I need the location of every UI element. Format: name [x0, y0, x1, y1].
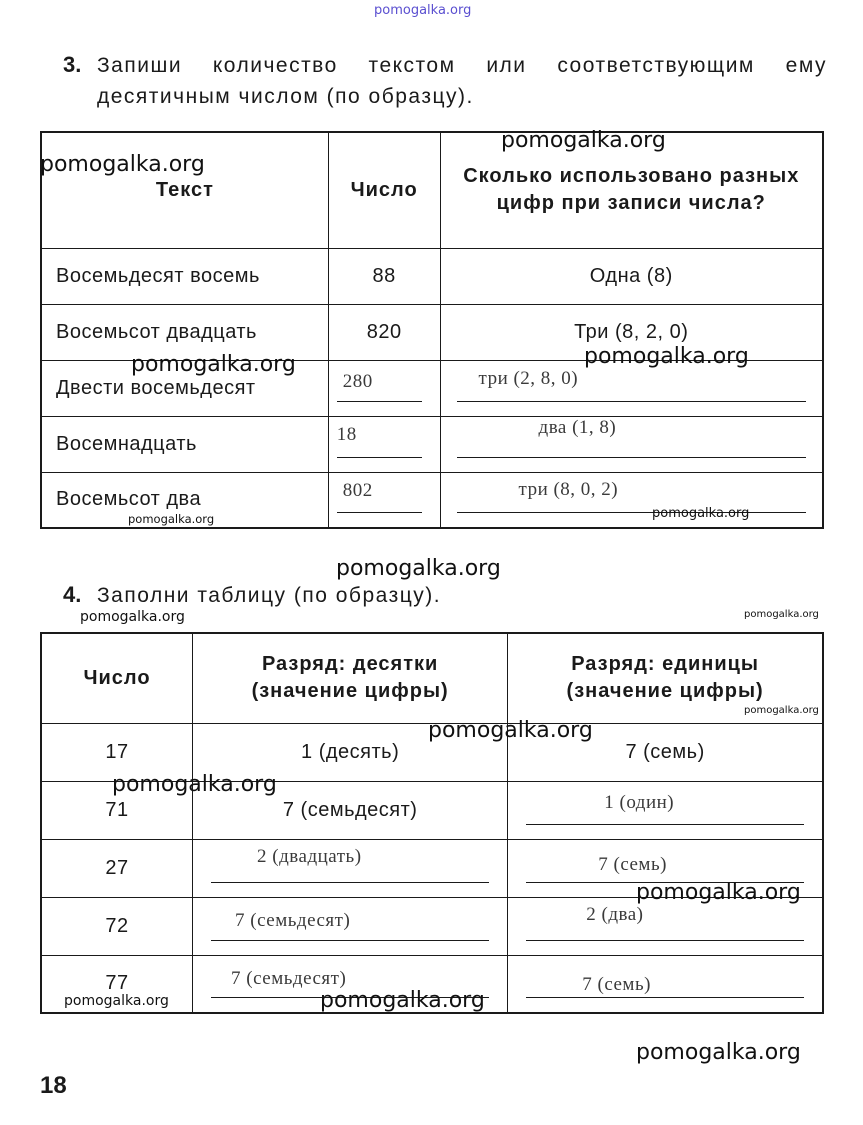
row-number-answer	[328, 360, 440, 416]
row-text: Восемьдесят восемь	[41, 248, 328, 304]
table-row	[41, 248, 823, 304]
watermark: pomogalka.org	[652, 506, 750, 521]
handwritten-units: 7 (семь)	[582, 973, 651, 995]
task4-header-units: Разряд: единицы (значение цифры)	[508, 633, 823, 723]
answer-line	[211, 882, 489, 883]
row-tens: 7 (семьдесят)	[193, 781, 508, 839]
watermark: pomogalka.org	[128, 512, 215, 526]
table-row	[41, 416, 823, 472]
row-number: 17	[41, 723, 193, 781]
task3-header-number: Число	[328, 132, 440, 248]
answer-line	[526, 824, 804, 825]
watermark: pomogalka.org	[40, 152, 205, 177]
page-number: 18	[40, 1072, 67, 1099]
handwritten-units: 2 (два)	[586, 903, 644, 925]
row-units: 7 (семь)	[508, 723, 823, 781]
watermark: pomogalka.org	[584, 344, 749, 369]
row-digits: Одна (8)	[440, 248, 823, 304]
row-number: 27	[41, 839, 193, 897]
row-text: Двести восемьдесят	[41, 360, 328, 416]
row-number: 72	[41, 897, 193, 955]
row-digits-answer	[440, 472, 823, 528]
watermark: pomogalka.org	[320, 988, 485, 1013]
task3-text-line2: десятичным числом (по образцу).	[97, 85, 474, 108]
answer-line	[337, 401, 422, 402]
handwritten-tens: 2 (двадцать)	[257, 845, 362, 867]
answer-line	[457, 457, 806, 458]
watermark: pomogalka.org	[636, 1040, 801, 1065]
handwritten-tens: 7 (семьдесят)	[235, 909, 351, 931]
watermark: pomogalka.org	[636, 880, 801, 905]
watermark: pomogalka.org	[131, 352, 296, 377]
task3-table	[40, 131, 824, 529]
answer-line	[211, 940, 489, 941]
handwritten-digits: два (1, 8)	[538, 416, 617, 438]
row-number-answer	[328, 472, 440, 528]
row-units-answer	[508, 955, 823, 1013]
table-row	[41, 897, 823, 955]
watermark: pomogalka.org	[744, 705, 819, 716]
row-text: Восемьсот два	[41, 472, 328, 528]
watermark: pomogalka.org	[80, 609, 185, 625]
task4-text: Заполни таблицу (по образцу).	[97, 584, 442, 607]
answer-line	[457, 401, 806, 402]
row-units-answer	[508, 781, 823, 839]
row-units-answer	[508, 897, 823, 955]
watermark: pomogalka.org	[336, 556, 501, 581]
handwritten-number: 802	[342, 479, 373, 501]
handwritten-number: 280	[342, 370, 373, 392]
row-tens-answer	[193, 897, 508, 955]
task4-number: 4.	[63, 582, 82, 607]
row-number: 71	[41, 781, 193, 839]
watermark: pomogalka.org	[744, 609, 819, 620]
task4-header-row	[41, 633, 823, 723]
task3-header-row	[41, 132, 823, 248]
handwritten-tens: 7 (семьдесят)	[231, 967, 347, 989]
row-tens-answer	[193, 839, 508, 897]
task3-text-line1: Запиши количество текстом или соответствующим ему	[97, 54, 827, 77]
handwritten-units: 1 (один)	[604, 791, 675, 813]
handwritten-units: 7 (семь)	[598, 853, 667, 875]
task3-header-digits: Сколько использовано разных цифр при записи числа?	[440, 132, 823, 248]
watermark: pomogalka.org	[112, 772, 277, 797]
handwritten-digits: три (2, 8, 0)	[478, 367, 579, 389]
handwritten-digits: три (8, 0, 2)	[518, 478, 619, 500]
answer-line	[526, 997, 804, 998]
row-number: 77	[41, 955, 193, 1013]
task4-header-tens: Разряд: десятки (значение цифры)	[193, 633, 508, 723]
answer-line	[526, 940, 804, 941]
answer-line	[457, 512, 806, 513]
task3-header-text: Текст	[41, 132, 328, 248]
row-digits-answer	[440, 416, 823, 472]
task3-number: 3.	[63, 52, 82, 77]
row-digits: Три (8, 2, 0)	[440, 304, 823, 360]
row-text: Восемьсот двадцать	[41, 304, 328, 360]
answer-line	[337, 512, 422, 513]
answer-line	[337, 457, 422, 458]
watermark: pomogalka.org	[64, 993, 169, 1009]
task4-header-number: Число	[41, 633, 193, 723]
handwritten-number: 18	[336, 423, 357, 445]
watermark: pomogalka.org	[428, 718, 593, 743]
row-text: Восемнадцать	[41, 416, 328, 472]
row-number-answer	[328, 416, 440, 472]
row-number: 820	[328, 304, 440, 360]
row-number: 88	[328, 248, 440, 304]
watermark-top: pomogalka.org	[374, 3, 472, 18]
task4-table	[40, 632, 824, 1014]
row-tens: 1 (десять)	[193, 723, 508, 781]
watermark: pomogalka.org	[501, 128, 666, 153]
